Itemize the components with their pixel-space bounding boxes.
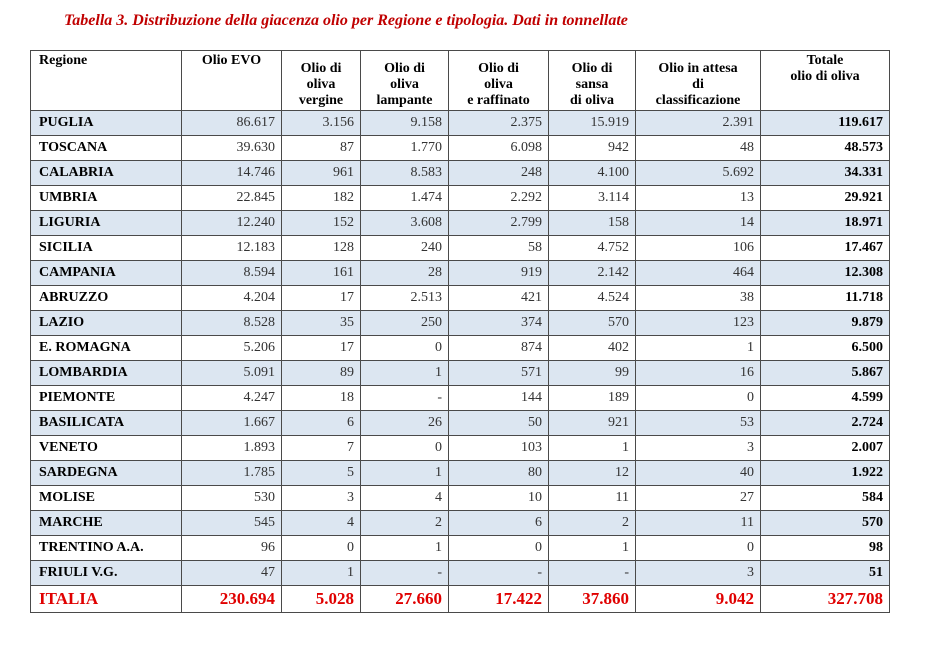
cell-lampante: 1.770 <box>361 136 449 161</box>
cell-raffinato: 2.799 <box>449 211 549 236</box>
cell-raffinato: 58 <box>449 236 549 261</box>
cell-sansa: 570 <box>549 311 636 336</box>
header-line: di <box>692 77 704 92</box>
header-line: di oliva <box>570 93 614 108</box>
cell-lampante: 8.583 <box>361 161 449 186</box>
cell-sansa: 189 <box>549 386 636 411</box>
cell-attesa: 5.692 <box>636 161 761 186</box>
cell-raffinato: 144 <box>449 386 549 411</box>
table-row <box>31 511 890 536</box>
total-cell-lampante: 27.660 <box>361 586 449 613</box>
table-row <box>31 486 890 511</box>
cell-region: E. ROMAGNA <box>31 336 182 361</box>
header-line: Olio in attesa <box>658 61 738 76</box>
table-row <box>31 136 890 161</box>
table-row <box>31 436 890 461</box>
cell-attesa: 464 <box>636 261 761 286</box>
cell-evo: 1.667 <box>182 411 282 436</box>
cell-raffinato: 248 <box>449 161 549 186</box>
cell-vergine: 3.156 <box>282 111 361 136</box>
total-cell-totale: 327.708 <box>761 586 890 613</box>
cell-lampante: 9.158 <box>361 111 449 136</box>
header-line: Olio di <box>384 61 425 76</box>
cell-region: FRIULI V.G. <box>31 561 182 586</box>
header-row <box>31 51 890 111</box>
cell-region: PIEMONTE <box>31 386 182 411</box>
header-raffinato <box>449 51 549 111</box>
cell-attesa: 2.391 <box>636 111 761 136</box>
cell-sansa: 11 <box>549 486 636 511</box>
total-cell-raffinato: 17.422 <box>449 586 549 613</box>
cell-attesa: 14 <box>636 211 761 236</box>
cell-raffinato: - <box>449 561 549 586</box>
cell-evo: 4.247 <box>182 386 282 411</box>
cell-totale: 9.879 <box>761 311 890 336</box>
cell-sansa: 921 <box>549 411 636 436</box>
cell-vergine: 152 <box>282 211 361 236</box>
cell-attesa: 106 <box>636 236 761 261</box>
oil-stock-table <box>30 50 890 613</box>
cell-vergine: 161 <box>282 261 361 286</box>
cell-region: LIGURIA <box>31 211 182 236</box>
cell-lampante: - <box>361 386 449 411</box>
table-row <box>31 411 890 436</box>
cell-region: TOSCANA <box>31 136 182 161</box>
cell-region: MARCHE <box>31 511 182 536</box>
cell-totale: 6.500 <box>761 336 890 361</box>
header-line: e raffinato <box>467 93 530 108</box>
cell-evo: 8.594 <box>182 261 282 286</box>
cell-lampante: 2.513 <box>361 286 449 311</box>
cell-lampante: 28 <box>361 261 449 286</box>
cell-region: VENETO <box>31 436 182 461</box>
table-row <box>31 311 890 336</box>
table-row <box>31 386 890 411</box>
table-row <box>31 286 890 311</box>
cell-region: BASILICATA <box>31 411 182 436</box>
cell-attesa: 48 <box>636 136 761 161</box>
cell-region: SICILIA <box>31 236 182 261</box>
header-line: Olio di <box>478 61 519 76</box>
cell-totale: 4.599 <box>761 386 890 411</box>
cell-region: LOMBARDIA <box>31 361 182 386</box>
cell-raffinato: 571 <box>449 361 549 386</box>
cell-totale: 48.573 <box>761 136 890 161</box>
cell-vergine: 1 <box>282 561 361 586</box>
cell-sansa: 158 <box>549 211 636 236</box>
cell-evo: 530 <box>182 486 282 511</box>
cell-totale: 29.921 <box>761 186 890 211</box>
header-line: Olio di <box>571 61 613 76</box>
cell-sansa: 15.919 <box>549 111 636 136</box>
cell-totale: 2.724 <box>761 411 890 436</box>
cell-raffinato: 80 <box>449 461 549 486</box>
table-row <box>31 211 890 236</box>
cell-attesa: 0 <box>636 536 761 561</box>
total-cell-attesa: 9.042 <box>636 586 761 613</box>
cell-vergine: 35 <box>282 311 361 336</box>
cell-attesa: 53 <box>636 411 761 436</box>
table-row <box>31 186 890 211</box>
header-attesa <box>636 51 761 111</box>
header-line: oliva <box>390 77 419 92</box>
table-row <box>31 161 890 186</box>
cell-lampante: 26 <box>361 411 449 436</box>
cell-sansa: 4.752 <box>549 236 636 261</box>
cell-vergine: 5 <box>282 461 361 486</box>
cell-region: LAZIO <box>31 311 182 336</box>
cell-totale: 584 <box>761 486 890 511</box>
cell-sansa: 1 <box>549 436 636 461</box>
cell-raffinato: 50 <box>449 411 549 436</box>
table-row <box>31 536 890 561</box>
cell-sansa: 402 <box>549 336 636 361</box>
cell-vergine: 128 <box>282 236 361 261</box>
cell-region: PUGLIA <box>31 111 182 136</box>
cell-raffinato: 103 <box>449 436 549 461</box>
cell-sansa: 2 <box>549 511 636 536</box>
cell-vergine: 6 <box>282 411 361 436</box>
header-vergine <box>282 51 361 111</box>
table-row <box>31 461 890 486</box>
cell-evo: 5.206 <box>182 336 282 361</box>
cell-region: TRENTINO A.A. <box>31 536 182 561</box>
cell-evo: 5.091 <box>182 361 282 386</box>
table-title: Tabella 3. Distribuzione della giacenza olio per Regione e tipologia. Dati in tonnellate <box>64 12 628 29</box>
cell-vergine: 17 <box>282 336 361 361</box>
cell-attesa: 13 <box>636 186 761 211</box>
table-row <box>31 236 890 261</box>
cell-attesa: 1 <box>636 336 761 361</box>
cell-raffinato: 6.098 <box>449 136 549 161</box>
cell-attesa: 16 <box>636 361 761 386</box>
table-row <box>31 561 890 586</box>
cell-sansa: 1 <box>549 536 636 561</box>
cell-lampante: 3.608 <box>361 211 449 236</box>
cell-region: CALABRIA <box>31 161 182 186</box>
cell-raffinato: 374 <box>449 311 549 336</box>
total-row <box>31 586 890 613</box>
cell-region: CAMPANIA <box>31 261 182 286</box>
cell-sansa: - <box>549 561 636 586</box>
header-line: oliva <box>306 77 336 92</box>
cell-totale: 98 <box>761 536 890 561</box>
cell-sansa: 942 <box>549 136 636 161</box>
cell-lampante: - <box>361 561 449 586</box>
cell-attesa: 40 <box>636 461 761 486</box>
table-row <box>31 336 890 361</box>
table-row <box>31 361 890 386</box>
cell-totale: 570 <box>761 511 890 536</box>
cell-evo: 39.630 <box>182 136 282 161</box>
header-line: Totale <box>806 53 844 68</box>
cell-attesa: 11 <box>636 511 761 536</box>
cell-raffinato: 421 <box>449 286 549 311</box>
cell-vergine: 182 <box>282 186 361 211</box>
cell-lampante: 240 <box>361 236 449 261</box>
cell-vergine: 7 <box>282 436 361 461</box>
cell-totale: 11.718 <box>761 286 890 311</box>
cell-sansa: 4.524 <box>549 286 636 311</box>
cell-raffinato: 10 <box>449 486 549 511</box>
table-body <box>31 111 890 613</box>
cell-evo: 47 <box>182 561 282 586</box>
cell-totale: 5.867 <box>761 361 890 386</box>
cell-vergine: 0 <box>282 536 361 561</box>
cell-sansa: 99 <box>549 361 636 386</box>
cell-evo: 4.204 <box>182 286 282 311</box>
cell-evo: 8.528 <box>182 311 282 336</box>
cell-lampante: 1 <box>361 361 449 386</box>
cell-vergine: 961 <box>282 161 361 186</box>
cell-sansa: 3.114 <box>549 186 636 211</box>
cell-raffinato: 6 <box>449 511 549 536</box>
cell-sansa: 2.142 <box>549 261 636 286</box>
total-cell-vergine: 5.028 <box>282 586 361 613</box>
total-cell-evo: 230.694 <box>182 586 282 613</box>
cell-region: ABRUZZO <box>31 286 182 311</box>
table-row <box>31 261 890 286</box>
cell-totale: 51 <box>761 561 890 586</box>
cell-evo: 96 <box>182 536 282 561</box>
cell-lampante: 2 <box>361 511 449 536</box>
cell-lampante: 1.474 <box>361 186 449 211</box>
cell-lampante: 0 <box>361 436 449 461</box>
total-cell-region: ITALIA <box>31 586 182 613</box>
cell-region: MOLISE <box>31 486 182 511</box>
header-line: Olio di <box>300 61 342 76</box>
cell-evo: 14.746 <box>182 161 282 186</box>
header-region: Regione <box>31 51 182 111</box>
cell-attesa: 3 <box>636 561 761 586</box>
table-row <box>31 111 890 136</box>
cell-raffinato: 874 <box>449 336 549 361</box>
cell-attesa: 123 <box>636 311 761 336</box>
cell-raffinato: 2.375 <box>449 111 549 136</box>
cell-totale: 119.617 <box>761 111 890 136</box>
cell-totale: 1.922 <box>761 461 890 486</box>
cell-totale: 18.971 <box>761 211 890 236</box>
cell-evo: 1.893 <box>182 436 282 461</box>
header-line: sansa <box>575 77 609 92</box>
cell-lampante: 0 <box>361 336 449 361</box>
cell-sansa: 12 <box>549 461 636 486</box>
cell-attesa: 3 <box>636 436 761 461</box>
header-evo: Olio EVO <box>182 51 282 111</box>
cell-totale: 34.331 <box>761 161 890 186</box>
cell-evo: 545 <box>182 511 282 536</box>
cell-totale: 2.007 <box>761 436 890 461</box>
cell-lampante: 1 <box>361 536 449 561</box>
cell-lampante: 250 <box>361 311 449 336</box>
cell-attesa: 0 <box>636 386 761 411</box>
cell-attesa: 38 <box>636 286 761 311</box>
cell-vergine: 89 <box>282 361 361 386</box>
header-line: oliva <box>484 77 513 92</box>
cell-evo: 86.617 <box>182 111 282 136</box>
header-totale <box>761 51 890 111</box>
cell-region: UMBRIA <box>31 186 182 211</box>
cell-evo: 1.785 <box>182 461 282 486</box>
cell-vergine: 17 <box>282 286 361 311</box>
cell-totale: 17.467 <box>761 236 890 261</box>
header-sansa <box>549 51 636 111</box>
cell-vergine: 18 <box>282 386 361 411</box>
cell-raffinato: 2.292 <box>449 186 549 211</box>
cell-evo: 12.183 <box>182 236 282 261</box>
cell-region: SARDEGNA <box>31 461 182 486</box>
cell-evo: 22.845 <box>182 186 282 211</box>
header-line: lampante <box>376 93 433 108</box>
cell-evo: 12.240 <box>182 211 282 236</box>
cell-lampante: 1 <box>361 461 449 486</box>
cell-attesa: 27 <box>636 486 761 511</box>
cell-vergine: 3 <box>282 486 361 511</box>
header-line: vergine <box>298 93 344 108</box>
cell-raffinato: 919 <box>449 261 549 286</box>
cell-raffinato: 0 <box>449 536 549 561</box>
cell-vergine: 87 <box>282 136 361 161</box>
total-cell-sansa: 37.860 <box>549 586 636 613</box>
cell-vergine: 4 <box>282 511 361 536</box>
header-line: classificazione <box>655 93 741 108</box>
header-line: olio di oliva <box>790 69 860 84</box>
header-lampante <box>361 51 449 111</box>
cell-lampante: 4 <box>361 486 449 511</box>
cell-totale: 12.308 <box>761 261 890 286</box>
cell-sansa: 4.100 <box>549 161 636 186</box>
